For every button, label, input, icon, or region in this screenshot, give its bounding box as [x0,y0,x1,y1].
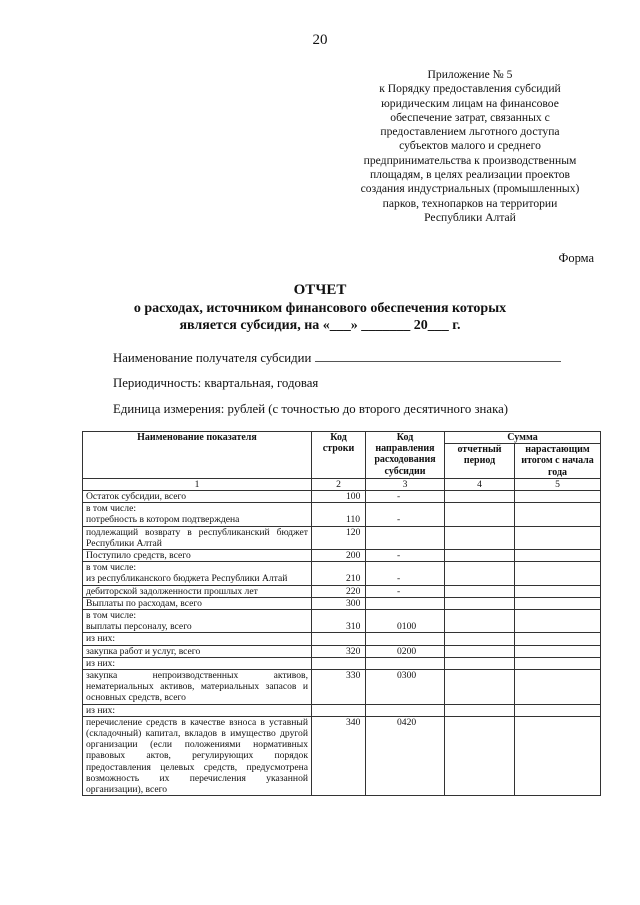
row-cumulative-cell[interactable] [515,491,601,503]
row-reporting-cell[interactable] [445,704,515,716]
row-direction [366,526,445,549]
table-row [83,610,601,633]
header-direction: Код направления расходования субсидии [366,432,445,479]
row-direction: - [366,585,445,597]
subtitle-line: является субсидия, на «___» _______ 20___ г. [179,318,461,333]
row-name: из них: [83,704,312,716]
appendix-line: парков, технопарков на территории [382,196,558,210]
row-direction: - [366,550,445,562]
row-code: 320 [312,645,366,657]
row-name: дебиторской задолженности прошлых лет [83,585,312,597]
appendix-line: субъектов малого и среднего [399,139,541,153]
row-name-text: выплаты персоналу, всего [86,621,192,633]
empty-cell [366,704,445,716]
periodicity-field: Периодичность: квартальная, годовая [113,376,319,390]
row-name: закупка работ и услуг, всего [83,645,312,657]
row-reporting-cell[interactable] [445,597,515,609]
row-reporting-cell[interactable] [445,562,515,585]
table-row [83,704,601,716]
row-code: 220 [312,585,366,597]
recipient-label: Наименование получателя субсидии [113,351,312,365]
table-row [83,585,601,597]
appendix-line: площадям, в целях реализации проектов [369,168,571,182]
row-cumulative-cell[interactable] [515,610,601,633]
row-name: Поступило средств, всего [83,550,312,562]
table-row [83,716,601,795]
row-cumulative-cell[interactable] [515,716,601,795]
recipient-blank-line[interactable] [315,349,561,362]
recipient-field [113,349,561,366]
appendix-line: Республики Алтай [424,210,516,224]
row-direction: - [366,503,445,526]
row-cumulative-cell[interactable] [515,562,601,585]
table-row [83,645,601,657]
report-subtitle [0,300,640,334]
row-cumulative-cell[interactable] [515,645,601,657]
row-name [83,610,312,633]
row-code: 120 [312,526,366,549]
row-code: 340 [312,716,366,795]
table-row [83,562,601,585]
empty-cell [366,657,445,669]
row-cumulative-cell[interactable] [515,550,601,562]
row-code: 310 [312,610,366,633]
row-reporting-cell[interactable] [445,491,515,503]
appendix-line: создания индустриальных (промышленных) [360,182,580,196]
row-reporting-cell[interactable] [445,633,515,645]
table-row [83,597,601,609]
appendix-line: обеспечение затрат, связанных с [390,110,550,124]
row-name: Выплаты по расходам, всего [83,597,312,609]
empty-cell [366,633,445,645]
table-row [83,526,601,549]
report-title: ОТЧЕТ [293,282,347,298]
header-name: Наименование показателя [83,432,312,479]
row-cumulative-cell[interactable] [515,585,601,597]
row-name: Остаток субсидии, всего [83,491,312,503]
table-row [83,503,601,526]
row-cumulative-cell[interactable] [515,657,601,669]
row-subheading: в том числе: [86,610,137,622]
header-code: Код строки [312,432,366,479]
row-cumulative-cell[interactable] [515,633,601,645]
row-code: 300 [312,597,366,609]
appendix-line: юридическим лицам на финансовое [381,96,559,110]
row-code: 110 [312,503,366,526]
row-code: 200 [312,550,366,562]
row-direction: 0420 [366,716,445,795]
row-name [83,562,312,585]
form-label: Форма [558,251,594,265]
row-name: из них: [83,657,312,669]
row-reporting-cell[interactable] [445,503,515,526]
row-direction [366,597,445,609]
row-name-text: из республиканского бюджета Республики Алтай [86,573,288,585]
row-cumulative-cell[interactable] [515,670,601,705]
row-reporting-cell[interactable] [445,645,515,657]
row-name: из них: [83,633,312,645]
column-number-row [83,478,601,490]
row-reporting-cell[interactable] [445,670,515,705]
subtitle-line: о расходах, источником финансового обеспечения которых [133,301,507,316]
row-subheading: в том числе: [86,562,137,574]
header-sum: Сумма [445,432,601,444]
row-subheading: в том числе: [86,503,137,515]
row-direction: - [366,562,445,585]
table-row [83,633,601,645]
row-cumulative-cell[interactable] [515,526,601,549]
row-name [83,503,312,526]
unit-field: Единица измерения: рублей (с точностью до второго десятичного знака) [113,402,509,416]
appendix-line: предоставлением льготного доступа [380,125,560,139]
empty-cell [312,704,366,716]
row-cumulative-cell[interactable] [515,597,601,609]
header-reporting: отчетный период [445,444,515,479]
row-direction: 0200 [366,645,445,657]
report-table [82,431,601,796]
row-direction: 0100 [366,610,445,633]
table-row [83,491,601,503]
table-row [83,657,601,669]
row-reporting-cell[interactable] [445,716,515,795]
header-cumulative: нарастающим итогом с начала года [515,444,601,479]
row-name: закупка непроизводственных активов, нематериальных активов, материальных запасов и основных средств, всего [83,670,312,705]
appendix-line: Приложение № 5 [427,68,513,81]
col-number: 1 [83,478,312,490]
row-name-text: потребность в котором подтверждена [86,514,240,526]
col-number: 3 [366,478,445,490]
appendix-header [350,68,590,225]
row-reporting-cell[interactable] [445,610,515,633]
row-reporting-cell[interactable] [445,657,515,669]
row-name: перечисление средств в качестве взноса в уставный (складочный) капитал, вкладов в имущество другой организации (если положениями нормативных правовых актов, регулирующих порядок предоставления целевых средств, предусмотрена возможность их перечисления указанной организации), всего [83,716,312,795]
row-direction: 0300 [366,670,445,705]
empty-cell [312,657,366,669]
col-number: 2 [312,478,366,490]
table-row [83,550,601,562]
row-name: подлежащий возврату в республиканский бюджет Республики Алтай [83,526,312,549]
table-row [83,670,601,705]
row-code: 100 [312,491,366,503]
row-direction: - [366,491,445,503]
row-code: 330 [312,670,366,705]
row-reporting-cell[interactable] [445,550,515,562]
row-code: 210 [312,562,366,585]
row-reporting-cell[interactable] [445,526,515,549]
page-number: 20 [312,32,328,48]
empty-cell [312,633,366,645]
appendix-line: предпринимательства к производственным [363,153,577,167]
col-number: 4 [445,478,515,490]
appendix-line: к Порядку предоставления субсидий [379,82,561,96]
row-reporting-cell[interactable] [445,585,515,597]
row-cumulative-cell[interactable] [515,704,601,716]
row-cumulative-cell[interactable] [515,503,601,526]
table-header-row [83,432,601,444]
col-number: 5 [515,478,601,490]
